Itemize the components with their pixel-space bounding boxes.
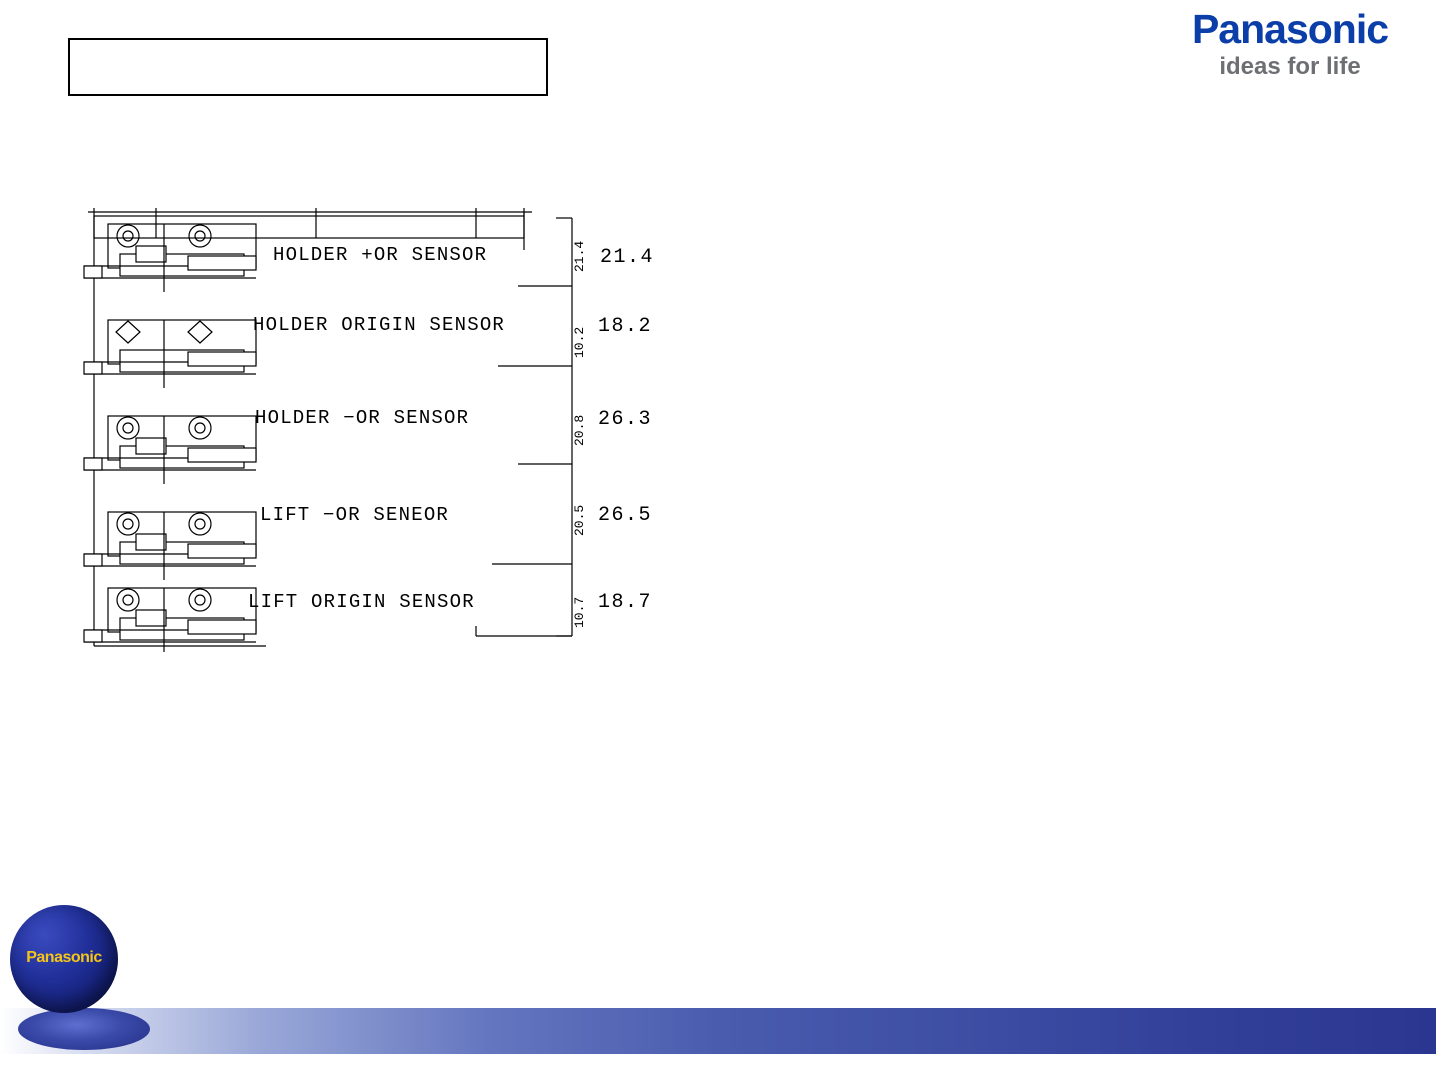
footer-logo-text: Panasonic	[26, 949, 102, 966]
panasonic-brand-logo	[1155, 6, 1425, 96]
footer-panasonic-sphere-logo	[10, 905, 118, 1013]
dim-vertical-1: 21.4	[572, 240, 587, 272]
footer-logo-shadow	[18, 1008, 150, 1050]
brand-name: Panasonic	[1191, 6, 1389, 52]
sensor-assembly-drawing	[80, 196, 700, 666]
sensor-label-2: HOLDER ORIGIN SENSOR	[253, 314, 506, 336]
dim-vertical-2: 10.2	[572, 326, 587, 358]
dim-value-2: 18.2	[598, 315, 653, 338]
dim-value-3: 26.3	[598, 408, 653, 431]
sensor-label-3: HOLDER −OR SENSOR	[255, 407, 470, 429]
dim-vertical-4: 20.5	[572, 504, 587, 536]
sensor-label-4: LIFT −OR SENEOR	[260, 504, 450, 526]
slide-title-box	[68, 38, 548, 96]
dim-value-1: 21.4	[600, 246, 655, 269]
dim-vertical-3: 20.8	[572, 414, 587, 446]
dim-vertical-5: 10.7	[572, 596, 587, 628]
sensor-label-1: HOLDER +OR SENSOR	[273, 244, 488, 266]
dim-value-5: 18.7	[598, 591, 653, 614]
footer-gradient-bar	[0, 1008, 1436, 1054]
brand-tagline: ideas for life	[1219, 53, 1361, 80]
sensor-label-5: LIFT ORIGIN SENSOR	[248, 591, 475, 613]
slide-title-text	[70, 40, 546, 52]
dim-value-4: 26.5	[598, 504, 653, 527]
